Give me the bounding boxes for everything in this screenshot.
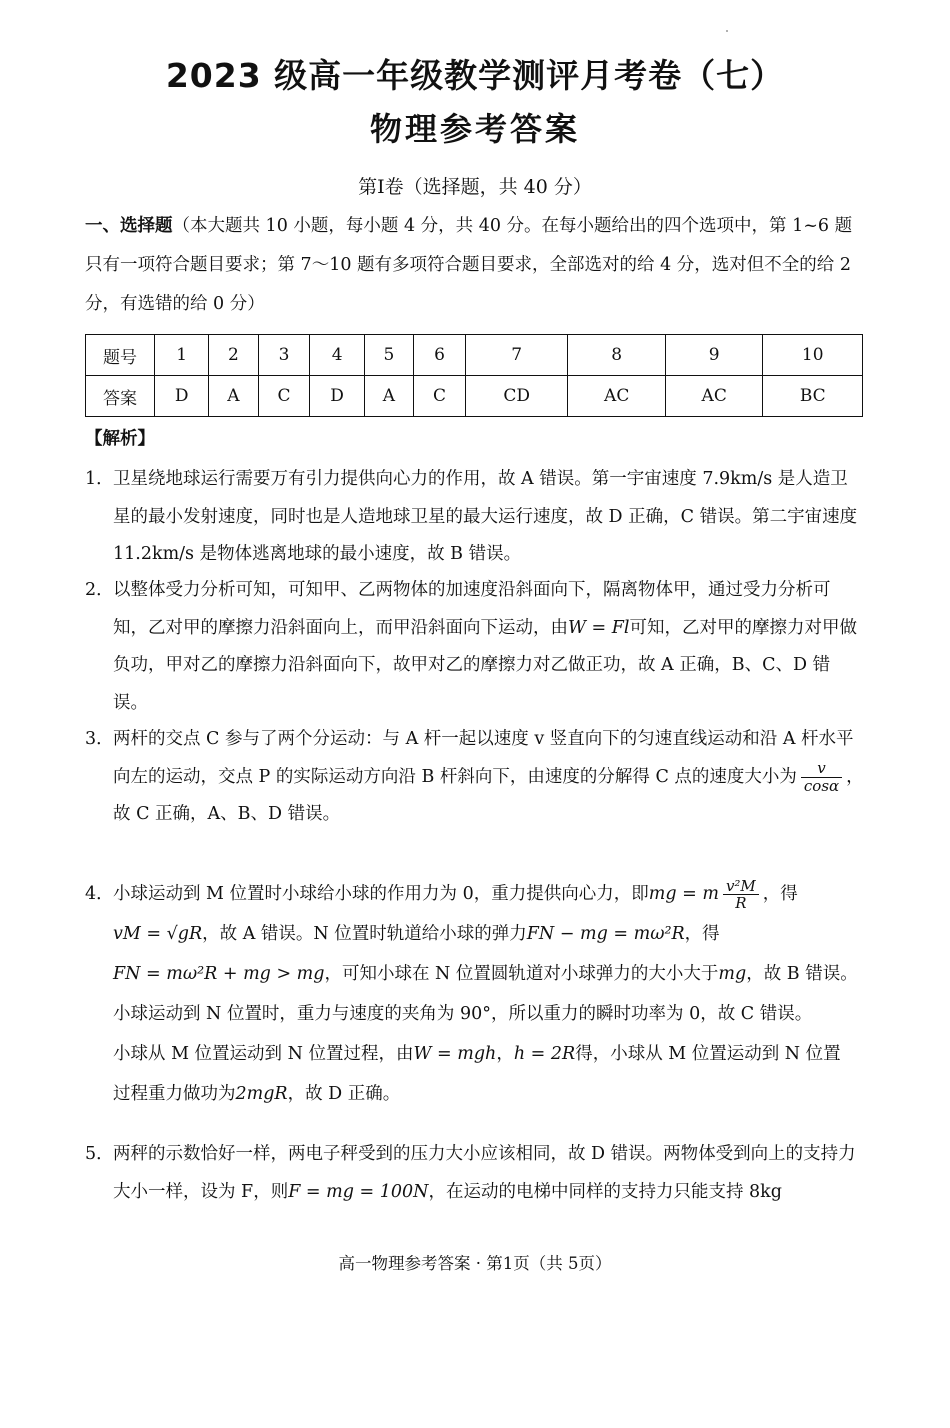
item-text: 小球从 M 位置运动到 N 位置过程，由 [113,1044,414,1064]
table-cell: AC [568,376,666,417]
page-footer: 高一物理参考答案 · 第1页（共 5页） [338,1254,612,1273]
table-cell: BC [763,376,863,417]
table-header-number: 题号 [86,335,155,376]
item-body [113,721,865,834]
item-text: 小球运动到 M 位置时小球给小球的作用力为 0，重力提供向心力，即 [113,884,649,904]
table-cell: C [414,376,466,417]
table-cell: 10 [763,335,863,376]
fraction [723,878,759,912]
table-cell: 4 [310,335,364,376]
section-heading: 第Ⅰ卷（选择题，共 40 分） [358,176,592,198]
item-number: 1． [85,469,114,489]
table-cell: 3 [258,335,310,376]
formula: F = mg = 100N [288,1181,429,1202]
table-row-numbers [86,335,863,376]
explanation-3 [85,721,865,834]
fraction-numerator: v [801,760,842,778]
item-number: 2． [85,580,114,600]
explanation-2 [85,572,865,722]
formula: mg [718,964,747,984]
table-cell: 9 [665,335,763,376]
formula: FN = mω²R + mg > mg [113,964,325,984]
item-body [113,874,865,1114]
table-header-answer: 答案 [86,376,155,417]
item-body [113,1136,865,1211]
item-text: 小球运动到 N 位置时，重力与速度的夹角为 90°，所以重力的瞬时功率为 0，故 C 错误。 [113,1004,813,1024]
formula: 2mgR [235,1084,288,1104]
instructions [85,207,865,324]
item-text: 两杆的交点 C 参与了两个分运动：与 A 杆一起以速度 v 竖直向下的匀速直线运动和沿 A 杆水平向左的运动，交点 P 的实际运动方向沿 B 杆斜向下，由速度的分解得 C 点的速度大小为 [113,729,854,787]
explanation-1 [85,461,865,574]
page-title: 2023 级高一年级教学测评月考卷（七） [165,56,785,95]
item-text: ，故 B 错误。 [746,964,858,984]
item-text: 过程重力做功为 [113,1084,236,1104]
table-cell: 2 [209,335,258,376]
table-cell: 1 [155,335,209,376]
item-text: ，得 [762,884,798,904]
fraction-denominator: cosα [803,776,840,795]
table-row-answers [86,376,863,417]
formula: W = mgh [413,1044,497,1064]
table-cell: D [155,376,209,417]
table-cell: CD [465,376,567,417]
fraction [801,760,842,794]
explanation-5 [85,1136,865,1211]
table-cell: 5 [364,335,413,376]
scan-dot [726,30,728,32]
item-text: ，得 [684,924,720,944]
item-text: ， [496,1044,514,1064]
page-subtitle: 物理参考答案 [369,110,580,148]
table-cell: AC [665,376,763,417]
item-text: 两秤的示数恰好一样，两电子秤受到的压力大小应该相同，故 D 错误。两物体受到向上的支持力大小一样，设为 F，则 [113,1144,856,1202]
analysis-label: 【解析】 [85,429,155,449]
item-text: ，故 D 正确。 [287,1084,401,1104]
item-number: 4． [85,884,114,904]
item-body [113,572,865,722]
formula: FN − mg = mω²R [526,924,685,944]
table-cell: 7 [465,335,567,376]
table-cell: A [364,376,413,417]
item-text: 以整体受力分析可知，可知甲、乙两物体的加速度沿斜面向下，隔离物体甲，通过受力分析可知，乙对甲的摩擦力沿斜面向上，而甲沿斜面向下运动，由 [113,580,831,638]
answer-table [85,334,863,417]
item-text: 可知，乙对甲的摩擦力对甲做负功，甲对乙的摩擦力沿斜面向下，故甲对乙的摩擦力对乙做正功，故 A 正确，B、C、D 错误。 [113,617,858,713]
instructions-text: （本大题共 10 小题，每小题 4 分，共 40 分。在每小题给出的四个选项中，第 1~6 题只有一项符合题目要求；第 7～10 题有多项符合题目要求，全部选对的给 4 分，选对但不全的给 2 分，有选错的给 0 分） [85,216,853,314]
explanation-4 [85,874,865,1114]
formula: W = Fl [568,617,630,638]
table-cell: D [310,376,364,417]
formula: vM = √gR [113,924,203,944]
item-number: 5． [85,1144,114,1164]
item-text: ，可知小球在 N 位置圆轨道对小球弹力的大小大于 [324,964,719,984]
item-text: ，在运动的电梯中同样的支持力只能支持 8kg [428,1181,782,1202]
item-number: 3． [85,729,114,749]
item-text: 得，小球从 M 位置运动到 N 位置 [575,1044,841,1064]
fraction-denominator: R [735,894,747,912]
instructions-label: 一、选择题 [85,216,173,236]
item-text: 卫星绕地球运行需要万有引力提供向心力的作用，故 A 错误。第一宇宙速度 7.9km/s 是人造卫星的最小发射速度，同时也是人造地球卫星的最大运行速度，故 D 正确，C 错误。第二宇宙速度 11.2km/s 是物体逃离地球的最小速度，故 B 错误。 [113,469,858,564]
table-cell: C [258,376,310,417]
table-cell: A [209,376,258,417]
item-text: ，故 A 错误。N 位置时轨道给小球的弹力 [202,924,527,944]
formula: h = 2R [513,1044,576,1064]
table-cell: 6 [414,335,466,376]
formula: mg = m [648,884,719,904]
table-cell: 8 [568,335,666,376]
fraction-numerator: v²M [723,878,759,896]
item-text: ，故 C 正确，A、B、D 错误。 [113,766,864,824]
